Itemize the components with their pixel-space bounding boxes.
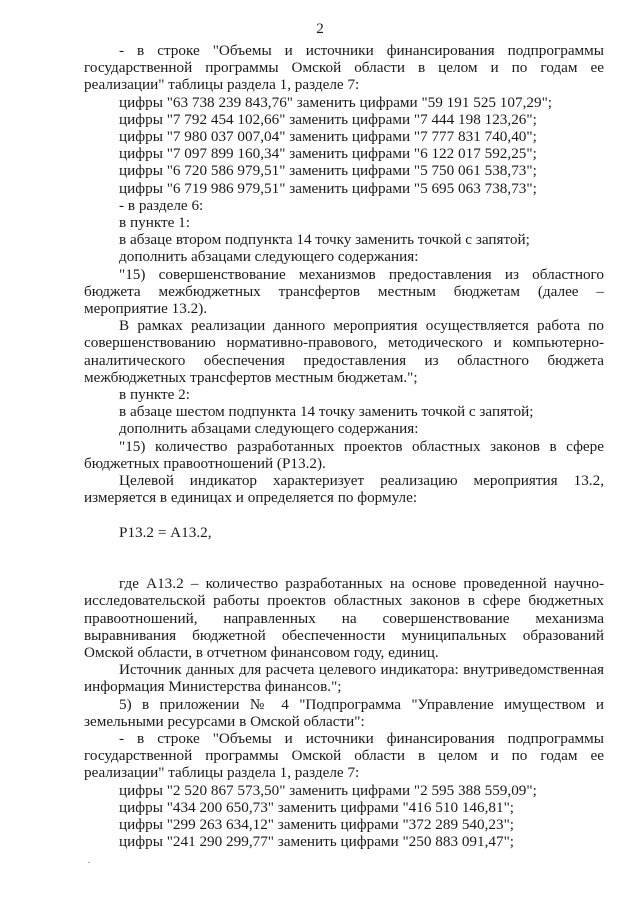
paragraph: - в строке "Объемы и источники финансирования подпрограммы государственной программы Омской области в целом и по годам ее реализации" таблицы раздела 1, разделе 7: — [84, 730, 604, 782]
paragraph: В рамках реализации данного мероприятия осуществляется работа по совершенствованию нормативно-правового, методического и компьютерно-аналитического обеспечения предоставления из областного бюджета межбюджетных трансфертов местным бюджетам."; — [84, 317, 604, 386]
paragraph: цифры "63 738 239 843,76" заменить цифрами "59 191 525 107,29"; — [119, 93, 552, 111]
paragraph: где А13.2 – количество разработанных на основе проведенной научно-исследовательской работы проектов областных законов в сфере бюджетных правоотношений, направленных на совершенствование механизма выравнивания бюджетной обеспеченности муниципальных образований Омской области, в отчетном финансовом году, единиц. — [84, 575, 604, 662]
paragraph: в абзаце втором подпункта 14 точку заменить точкой с запятой; — [119, 231, 530, 249]
paragraph: 5) в приложении № 4 "Подпрограмма "Управление имуществом и земельными ресурсами в Омской области": — [84, 695, 604, 730]
paragraph: цифры "6 720 586 979,51" заменить цифрами "5 750 061 538,73"; — [119, 162, 537, 180]
blank-line — [84, 506, 604, 523]
blank-line — [84, 558, 604, 575]
paragraph: дополнить абзацами следующего содержания: — [119, 420, 419, 438]
paragraph: - в разделе 6: — [119, 196, 204, 214]
paragraph: Источник данных для расчета целевого индикатора: внутриведомственная информация Министерства финансов."; — [84, 661, 604, 696]
paragraph: "15) количество разработанных проектов областных законов в сфере бюджетных правоотношений (Р13.2). — [84, 437, 604, 472]
paragraph: цифры "6 719 986 979,51" заменить цифрами "5 695 063 738,73"; — [119, 179, 537, 197]
page-number: 2 — [316, 20, 324, 37]
paragraph: цифры "241 290 299,77" заменить цифрами "250 883 091,47"; — [119, 833, 515, 851]
paragraph: Р13.2 = А13.2, — [119, 523, 212, 541]
paragraph: - в строке "Объемы и источники финансирования подпрограммы государственной программы Омской области в целом и по годам ее реализации" таблицы раздела 1, разделе 7: — [84, 42, 604, 94]
document-body — [84, 42, 604, 851]
paragraph: дополнить абзацами следующего содержания: — [119, 248, 419, 266]
paragraph: цифры "7 792 454 102,66" заменить цифрами "7 444 198 123,26"; — [119, 110, 537, 128]
paragraph: цифры "2 520 867 573,50" заменить цифрами "2 595 388 559,09"; — [119, 781, 537, 799]
blank-line — [84, 541, 604, 558]
paragraph: "15) совершенствование механизмов предоставления из областного бюджета межбюджетных трансфертов местным бюджетам (далее – мероприятие 13.2). — [84, 265, 604, 318]
paragraph: Целевой индикатор характеризует реализацию мероприятия 13.2, измеряется в единицах и определяется по формуле: — [84, 472, 604, 507]
paragraph: в пункте 1: — [119, 214, 190, 232]
paragraph: в пункте 2: — [119, 386, 190, 404]
paragraph: цифры "434 200 650,73" заменить цифрами "416 510 146,81"; — [119, 798, 515, 816]
paragraph: цифры "7 097 899 160,34" заменить цифрами "6 122 017 592,25"; — [119, 145, 537, 163]
scan-speck — [88, 862, 90, 863]
paragraph: в абзаце шестом подпункта 14 точку заменить точкой с запятой; — [119, 403, 534, 421]
paragraph: цифры "299 263 634,12" заменить цифрами "372 289 540,23"; — [119, 816, 515, 834]
paragraph: цифры "7 980 037 007,04" заменить цифрами "7 777 831 740,40"; — [119, 128, 537, 146]
